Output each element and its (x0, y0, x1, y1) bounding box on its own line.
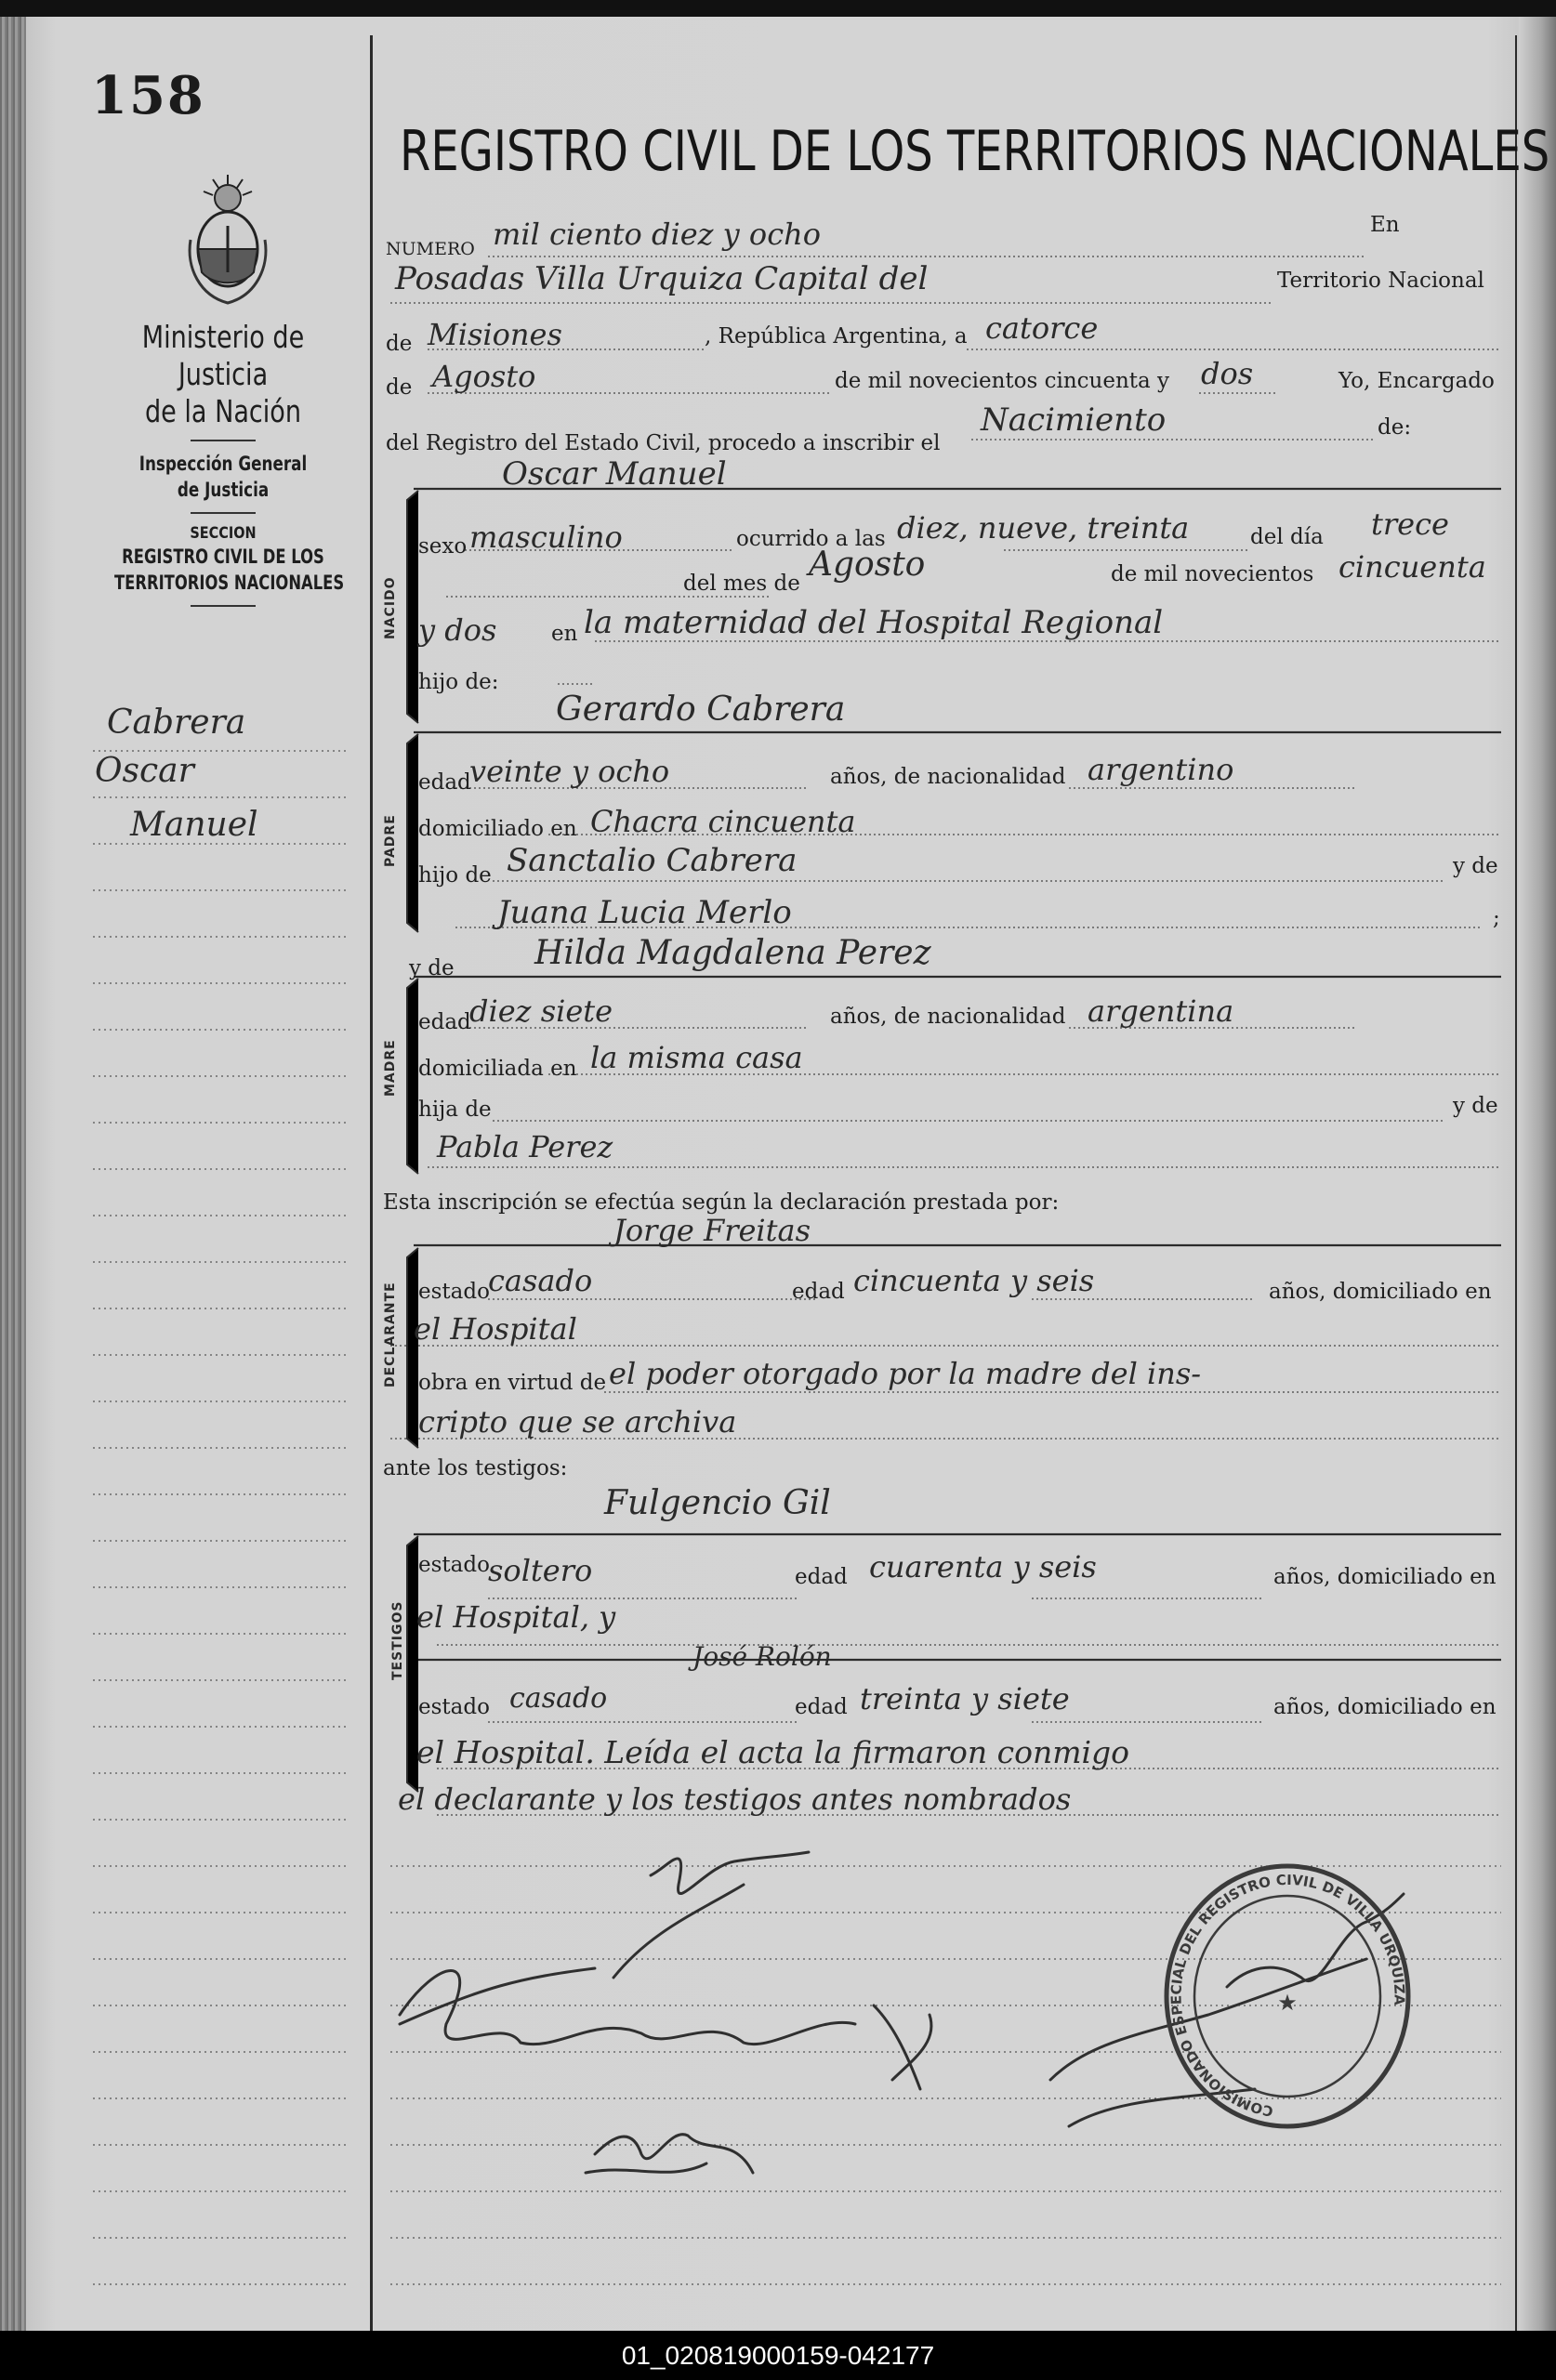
entry-t1-edad: cuarenta y seis (869, 1549, 1097, 1584)
entry-territorio: Misiones (428, 317, 562, 352)
entry-madre-nac: argentina (1088, 993, 1234, 1029)
label-edad-decl: edad (792, 1280, 845, 1304)
entry-sexo: masculino (469, 519, 623, 555)
dept-line2: de Justicia (177, 479, 270, 501)
label-y-de-madre: y de (409, 956, 455, 980)
entry-testigo2: José Rolón (692, 1641, 832, 1672)
label-territorio: Territorio Nacional (1277, 269, 1484, 293)
entry-hora: diez, nueve, treinta (897, 510, 1190, 546)
label-y-de: y de (1453, 854, 1498, 878)
entry-obra1: el poder otorgado por la madre del ins- (609, 1356, 1202, 1391)
section-label: SECCION (190, 524, 257, 543)
entry-decl-edad: cincuenta y seis (853, 1263, 1095, 1298)
entry-t2-edad: treinta y siete (860, 1681, 1070, 1716)
stamp-legend: COMISIONADO ESPECIAL DEL REGISTRO CIVIL DE VILLA URQUIZA (1167, 1871, 1408, 2120)
entry-madre-dom: la misma casa (590, 1040, 803, 1075)
label-del-mes: del mes de (683, 572, 800, 596)
label-numero: NUMERO (386, 239, 475, 259)
label-obra: obra en virtud de (418, 1371, 607, 1395)
entry-decl-estado: casado (488, 1263, 593, 1298)
label-sexo: sexo (418, 534, 468, 559)
margin-middlename: Manuel (130, 806, 258, 844)
entry-lugar-nac: la maternidad del Hospital Regional (584, 604, 1164, 641)
image-id-footer: 01_020819000159-042177 (0, 2331, 1556, 2380)
entry-abuelo-paterno: Sanctalio Cabrera (507, 842, 798, 879)
entry-padre: Gerardo Cabrera (556, 690, 846, 729)
entry-padre-dom: Chacra cincuenta (590, 804, 856, 839)
entry-t1-dom: el Hospital, y (416, 1599, 616, 1635)
margin-surname: Cabrera (107, 703, 246, 742)
label-anios-dom: años, domiciliado en (1269, 1280, 1492, 1304)
label-declarante: DECLARANTE (383, 1282, 398, 1387)
label-nacido: NACIDO (383, 576, 398, 639)
label-en-la: en (551, 622, 578, 646)
entry-acto: Nacimiento (981, 401, 1167, 439)
label-anios-dom-t2: años, domiciliado en (1273, 1695, 1497, 1719)
entry-lugar: Posadas Villa Urquiza Capital del (395, 260, 929, 297)
label-inscripcion: Esta inscripción se efectúa según la declaración prestada por: (383, 1190, 1060, 1215)
stamp-text (0, 17, 1556, 2331)
label-anios-dom-t1: años, domiciliado en (1273, 1565, 1497, 1589)
entry-abuela-paterna: Juana Lucia Merlo (497, 894, 792, 931)
entry-decl-dom: el Hospital (414, 1311, 577, 1347)
label-edad-madre: edad (418, 1010, 471, 1034)
label-padre: PADRE (383, 814, 398, 867)
label-anios-nac: años, de nacionalidad (830, 765, 1066, 789)
margin-firstname: Oscar (95, 752, 194, 790)
page-title: REGISTRO CIVIL DE LOS TERRITORIOS NACIONALES (400, 119, 1550, 184)
entry-dia: trece (1371, 506, 1449, 542)
label-hijo-de-colon: hijo de: (418, 670, 499, 694)
entry-padre-nac: argentino (1088, 752, 1234, 787)
entry-mes-inscripcion: Agosto (432, 359, 536, 394)
label-de-mil-novecientos: de mil novecientos (1111, 562, 1314, 586)
entry-mes: Agosto (809, 546, 926, 584)
label-edad: edad (418, 770, 471, 795)
label-del-dia: del día (1250, 525, 1324, 549)
svg-text:★: ★ (1277, 1990, 1298, 2016)
register-page (0, 17, 1556, 2331)
label-ante: ante los testigos: (383, 1456, 568, 1480)
label-de: de (386, 332, 413, 356)
label-registro: del Registro del Estado Civil, procedo a inscribir el (386, 431, 941, 455)
label-testigos: TESTIGOS (390, 1600, 405, 1680)
label-y-de-abuela: y de (1453, 1094, 1498, 1118)
entry-dia-inscripcion: catorce (985, 310, 1099, 346)
section-line1: REGISTRO CIVIL DE LOS (122, 546, 324, 568)
label-domiciliado: domiciliado en (418, 817, 577, 841)
folio-number: 158 (91, 65, 205, 126)
label-ocurrido: ocurrido a las (736, 527, 886, 551)
entry-declarante: Jorge Freitas (613, 1213, 811, 1248)
label-mil-novecientos: de mil novecientos cincuenta y (835, 369, 1170, 393)
label-hija-de: hija de (418, 1098, 492, 1122)
label-madre: MADRE (383, 1039, 398, 1097)
label-en: En (1370, 213, 1400, 237)
entry-t2-dom: el Hospital. Leída el acta la firmaron conmigo (416, 1734, 1130, 1770)
label-yo: Yo, Encargado (1338, 369, 1495, 393)
entry-obra2: cripto que se archiva (418, 1404, 737, 1440)
label-edad-t1: edad (795, 1565, 848, 1589)
entry-padre-edad: veinte y ocho (469, 754, 670, 789)
label-estado: estado (418, 1280, 490, 1304)
label-estado-t2: estado (418, 1695, 490, 1719)
label-anios-nac-madre: años, de nacionalidad (830, 1005, 1066, 1029)
label-estado-t1: estado (418, 1553, 490, 1577)
label-punto-coma: ; (1493, 906, 1500, 930)
section-line2: TERRITORIOS NACIONALES (114, 572, 345, 594)
entry-t1-estado: soltero (488, 1553, 593, 1588)
entry-nombre: Oscar Manuel (502, 455, 727, 493)
entry-anio-nac2: y dos (418, 612, 497, 648)
label-republica: , República Argentina, a (705, 324, 968, 348)
entry-cierre: el declarante y los testigos antes nombrados (398, 1782, 1072, 1817)
label-domiciliada: domiciliada en (418, 1057, 577, 1081)
label-hijo: hijo de (418, 863, 492, 888)
entry-anio: dos (1201, 356, 1254, 391)
entry-t2-estado: casado (509, 1682, 608, 1715)
label-de2: de (386, 375, 413, 400)
entry-abuela-materna: Pabla Perez (437, 1129, 613, 1164)
label-edad-t2: edad (795, 1695, 848, 1719)
ministry-line2: de la Nación (144, 393, 302, 429)
ministry-line1: Ministerio de Justicia (141, 319, 305, 392)
entry-numero: mil ciento diez y ocho (493, 217, 821, 252)
entry-testigo1: Fulgencio Gil (604, 1484, 831, 1522)
entry-madre-edad: diez siete (469, 993, 613, 1029)
label-de-colon: de: (1378, 415, 1412, 440)
dept-line1: Inspección General (138, 453, 308, 475)
entry-anio-nac: cincuenta (1338, 549, 1486, 585)
entry-madre: Hilda Magdalena Perez (534, 934, 931, 972)
